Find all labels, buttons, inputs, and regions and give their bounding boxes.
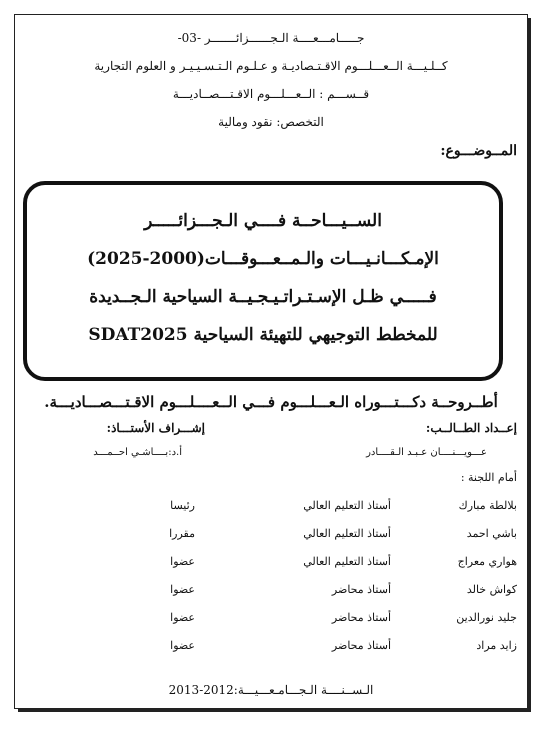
member-rank: أستاذ التعليم العالي — [303, 527, 391, 540]
member-rank: أستاذ التعليم العالي — [303, 499, 391, 512]
specialty: التخصص: نقود ومالية — [218, 115, 324, 129]
student-name: عـــويـــنــــان عـبـد الـقــــادر — [366, 447, 487, 458]
title-line-1: الســيـــاحــة فــــي الـجـــزائـــــر — [144, 211, 382, 231]
member-name: باشي احمد — [466, 527, 517, 540]
supervisor-name: أ.د:بــــاشـي احــمـــد — [93, 447, 182, 458]
member-rank: أستاذ محاضر — [331, 611, 391, 624]
student-label: إعــداد الطــالــب: — [425, 421, 517, 435]
member-role: عضوا — [170, 555, 195, 568]
member-role: رئيسا — [170, 499, 195, 512]
member-name: جليد نورالدين — [456, 611, 517, 624]
page-shadow-right — [528, 18, 531, 711]
thesis-title-box — [23, 181, 503, 381]
faculty-name: كــلـيـــة الــعـــلـــوم الاقـتـصاديـة و عـلـوم الـتـسـيـيـر و العلوم التجارية — [94, 59, 448, 73]
supervisor-label: إشـــراف الأستـــاذ: — [106, 421, 205, 435]
subject-label: المــوضـــوع: — [440, 143, 517, 159]
member-role: عضوا — [170, 611, 195, 624]
page-shadow-bottom — [18, 709, 531, 712]
title-line-2: الإمـكـــانـيـــات والـمــعـــوقـــات(2000-2025) — [87, 249, 439, 269]
university-name: جـــــامـــعــــة الـجــــــزائـــــــر -03- — [177, 31, 365, 45]
member-role: عضوا — [170, 639, 195, 652]
title-line-3: فـــــي ظـل الإسـتـراتـيـجـيــة السياحية الـجــديدة — [89, 287, 437, 307]
member-rank: أستاذ محاضر — [331, 583, 391, 596]
academic-year: الـســنــــة الـجـــامـعـــيـــة:2012-2013 — [168, 683, 374, 697]
committee-label: أمام اللجنة : — [460, 471, 517, 484]
member-name: كواش خالد — [466, 583, 517, 596]
title-line-4: للمخطط التوجيهي للتهيئة السياحية SDAT2025 — [88, 325, 438, 345]
member-name: زايد مراد — [476, 639, 517, 652]
member-name: بلالطة مبارك — [458, 499, 517, 512]
member-role: مقررا — [169, 527, 195, 540]
department-name: قــســـم : الــعـــلـــوم الاقـتـــصــاديـــة — [172, 87, 370, 101]
member-rank: أستاذ محاضر — [331, 639, 391, 652]
member-role: عضوا — [170, 583, 195, 596]
thesis-type: أطــروحــة دكـــتـــوراه الـعـــلـــوم فـــي الــعــــلـــوم الاقـتـــصـــاديـــة. — [44, 393, 498, 411]
member-rank: أستاذ التعليم العالي — [303, 555, 391, 568]
document-page — [14, 14, 528, 709]
member-name: هواري معراج — [457, 555, 517, 568]
